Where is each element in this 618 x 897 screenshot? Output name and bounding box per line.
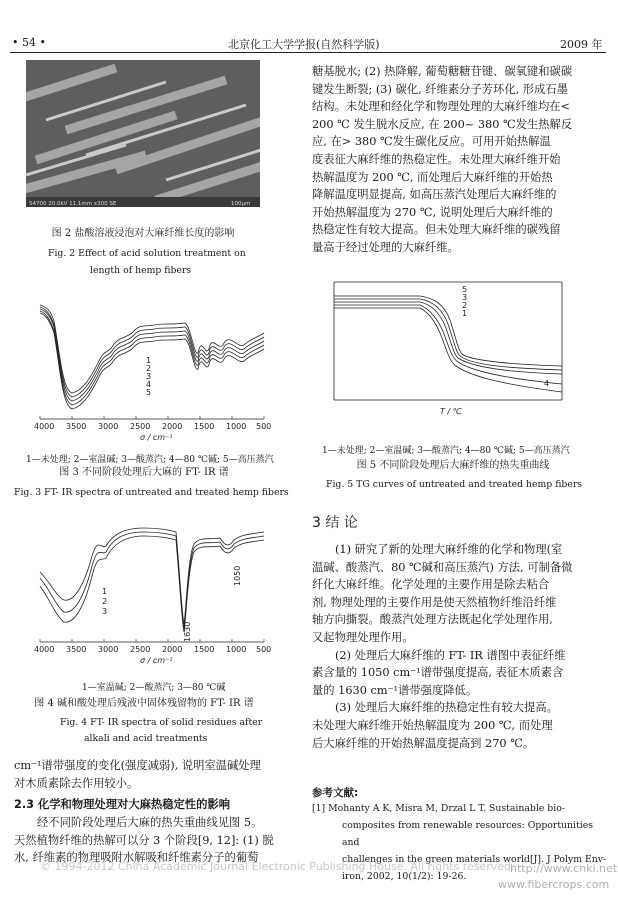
fig5-curve-label-2: 2 — [462, 301, 468, 310]
right-text-line: 应, 在> 380 ℃发生碳化反应。可用开始热解温 — [312, 135, 551, 149]
fig4-tick-500: 500 — [256, 645, 272, 654]
fig5-x-label: T / ℃ — [440, 407, 462, 416]
conclusion-heading: 3 结 论 — [312, 515, 358, 531]
fig4-tick-2000: 2000 — [162, 645, 183, 654]
reference-line: iron, 2002, 10(1/2): 19-26. — [342, 871, 467, 882]
right-text-line: 热解温度为 200 ℃, 而处理后大麻纤维的开始热 — [312, 170, 553, 184]
fig4-tick-3000: 3000 — [98, 645, 119, 654]
fig3-ftir-plot — [34, 293, 274, 443]
left-body-text-2 — [14, 814, 304, 867]
sem-info-text: S4700 20.0kV 11.1mm x300 SE — [29, 201, 117, 207]
fig4-caption-en-1: Fig. 4 FT- IR spectra of solid residues after — [60, 717, 263, 728]
conclusion-line: 又起物理处理作用。 — [312, 630, 414, 644]
fig4-tick-1000: 1000 — [226, 645, 247, 654]
fig3-caption-cn: 图 3 不同阶段处理后大麻的 FT- IR 谱 — [59, 467, 229, 478]
left-text-line: 水, 纤维素的物理吸附水解吸和纤维素分子的葡萄 — [14, 851, 259, 865]
fig3-caption-en: Fig. 3 FT- IR spectra of untreated and treated hemp fibers — [14, 487, 289, 498]
section-2-3-heading: 2.3 化学和物理处理对大麻热稳定性的影响 — [14, 798, 230, 811]
right-text-line: 糖基脱水; (2) 热降解, 葡萄糖糖苷键、碳氧键和碳碳 — [312, 65, 573, 78]
reference-line: composites from renewable resources: Opportunities and — [342, 820, 593, 848]
fig5-caption-en: Fig. 5 TG curves of untreated and treated hemp fibers — [326, 479, 583, 490]
fig2-caption-en-2: length of hemp fibers — [90, 265, 192, 276]
fig3-curve-label-5: 5 — [146, 388, 152, 397]
left-text-line: 经不同阶段处理后大麻的热失重曲线见图 5。 — [37, 816, 263, 829]
fig4-caption-cn: 图 4 碱和酸处理后残液中固体残留物的 FT- IR 谱 — [34, 698, 254, 709]
sem-scale-text: 100μm — [231, 201, 251, 207]
fig3-curve-label-2: 2 — [146, 364, 152, 373]
conclusion-line: (1) 研究了新的处理大麻纤维的化学和物理(室 — [335, 543, 563, 556]
fig2-caption-cn: 图 2 盐酸溶液浸泡对大麻纤维长度的影响 — [51, 228, 235, 239]
fig4-caption-en-2: alkali and acid treatments — [84, 733, 208, 744]
fig4-peak-1050: 1050 — [233, 565, 242, 586]
left-body-text — [14, 757, 294, 792]
watermark-url-1: http://www.cnki.net — [510, 862, 618, 875]
left-text-line: cm⁻¹谱带强度的变化(强度减弱), 说明室温碱处理 — [14, 759, 261, 772]
header-rule — [10, 52, 606, 53]
fig3-curve-label-1: 1 — [146, 356, 152, 365]
conclusion-line: (2) 处理后大麻纤维的 FT- IR 谱图中表征纤维 — [335, 648, 566, 662]
watermark-url-2: www.fibercrops.com — [498, 878, 610, 891]
fig3-tick-4000: 4000 — [34, 422, 55, 431]
left-text-line: 天然植物纤维的热解可以分 3 个阶段[9, 12]: (1) 脱 — [14, 833, 274, 847]
fig3-x-label: σ / cm⁻¹ — [140, 433, 173, 442]
right-text-line: 度表征大麻纤维的热稳定性。未处理大麻纤维开始 — [312, 152, 561, 166]
fig3-tick-2000: 2000 — [162, 422, 183, 431]
right-text-line: 开始热解温度为 270 ℃, 说明处理后大麻纤维的 — [312, 205, 553, 219]
fig4-peak-1630: 1630 — [183, 621, 192, 642]
conclusion-line: (3) 处理后大麻纤维的热稳定性有较大提高。 — [335, 701, 558, 715]
reference-line: [1] Mohanty A K, Misra M, Drzal L T. Sustainable bio- — [312, 803, 565, 814]
right-text-line: 结构。未处理和经化学和物理处理的大麻纤维均在< — [312, 100, 570, 114]
fig3-tick-3500: 3500 — [66, 422, 87, 431]
conclusion-line: 量的 1630 cm⁻¹谱带强度降低。 — [312, 683, 478, 697]
fig3-tick-1000: 1000 — [226, 422, 247, 431]
sem-micrograph — [26, 60, 260, 207]
right-text-line: 量高于经过处理的大麻纤维。 — [312, 240, 459, 254]
journal-title: 北京化工大学学报(自然科学版) — [228, 38, 380, 51]
fig4-tick-2500: 2500 — [130, 645, 151, 654]
fig3-curve-label-4: 4 — [146, 380, 152, 389]
fig5-legend: 1—未处理; 2—室温碱; 3—酸蒸汽; 4—80 ℃碱; 5—高压蒸汽 — [322, 446, 570, 456]
conclusion-line: 未处理大麻纤维开始热解温度为 200 ℃, 而处理 — [312, 718, 553, 732]
conclusion-text — [312, 541, 612, 752]
conclusion-line: 轴方向撕裂。酸蒸汽处理方法既起化学处理作用, — [312, 613, 553, 627]
fig3-legend: 1—未处理; 2—室温碱; 3—酸蒸汽; 4—80 ℃碱; 5—高压蒸汽 — [26, 455, 274, 465]
fig4-ftir-plot — [34, 516, 274, 666]
fig5-caption-cn: 图 5 不同阶段处理后大麻纤维的热失重曲线 — [356, 460, 550, 471]
right-body-text — [312, 63, 612, 257]
journal-year: 2009 年 — [560, 38, 603, 51]
references-heading: 参考文献: — [312, 787, 359, 799]
conclusion-line: 素含量的 1050 cm⁻¹谱带强度提高, 表征木质素含 — [312, 666, 564, 680]
fig3-tick-500: 500 — [256, 422, 272, 431]
conclusion-line: 温碱、酸蒸汽、80 ℃碱和高压蒸汽) 方法, 可制备微 — [312, 560, 573, 574]
reference-line: challenges in the green materials world[J]. J Polym Env- — [342, 854, 607, 865]
left-text-line: 对木质素除去作用较小。 — [14, 776, 139, 790]
fig4-legend: 1—室温碱; 2—酸蒸汽; 3—80 ℃碱 — [82, 683, 226, 693]
right-text-line: 降解温度明显提高, 如高压蒸汽处理后大麻纤维的 — [312, 188, 557, 202]
fig2-caption-en-1: Fig. 2 Effect of acid solution treatment on — [48, 248, 246, 259]
fig4-curve-label-2: 2 — [102, 597, 108, 606]
right-text-line: 200 ℃ 发生脱水反应, 在 200~ 380 ℃发生热解反 — [312, 117, 573, 131]
fig4-curve-label-3: 3 — [102, 607, 108, 616]
fig5-curve-label-4: 4 — [544, 379, 550, 388]
conclusion-line: 后大麻纤维的开始热解温度提高到 270 ℃。 — [312, 736, 535, 750]
conclusion-line: 纤化大麻纤维。化学处理的主要作用是除去粘合 — [312, 578, 550, 592]
fig5-curve-label-1: 1 — [462, 309, 468, 318]
fig5-tg-plot — [330, 280, 570, 430]
fig4-x-label: σ / cm⁻¹ — [140, 656, 173, 665]
fig5-curve-label-5: 5 — [462, 285, 468, 294]
fig4-tick-4000: 4000 — [34, 645, 55, 654]
copyright-footer: © 1994-2012 China Academic Journal Electronic Publishing House. All rights reserved. — [40, 860, 515, 873]
page-number: • 54 • — [12, 36, 46, 49]
fig4-curve-label-1: 1 — [102, 587, 108, 596]
fig3-tick-3000: 3000 — [98, 422, 119, 431]
conclusion-line: 剂, 物理处理的主要作用是使天然植物纤维沿纤维 — [312, 595, 557, 609]
right-text-line: 键发生断裂; (3) 碳化, 纤维素分子芳环化, 形成石墨 — [312, 82, 568, 96]
fig3-tick-2500: 2500 — [130, 422, 151, 431]
fig4-tick-3500: 3500 — [66, 645, 87, 654]
fig3-curve-label-3: 3 — [146, 372, 152, 381]
fig5-curve-label-3: 3 — [462, 293, 468, 302]
fig4-tick-1500: 1500 — [194, 645, 215, 654]
right-text-line: 热稳定性有较大提高。但未处理大麻纤维的碳残留 — [312, 223, 561, 237]
fig3-tick-1500: 1500 — [194, 422, 215, 431]
